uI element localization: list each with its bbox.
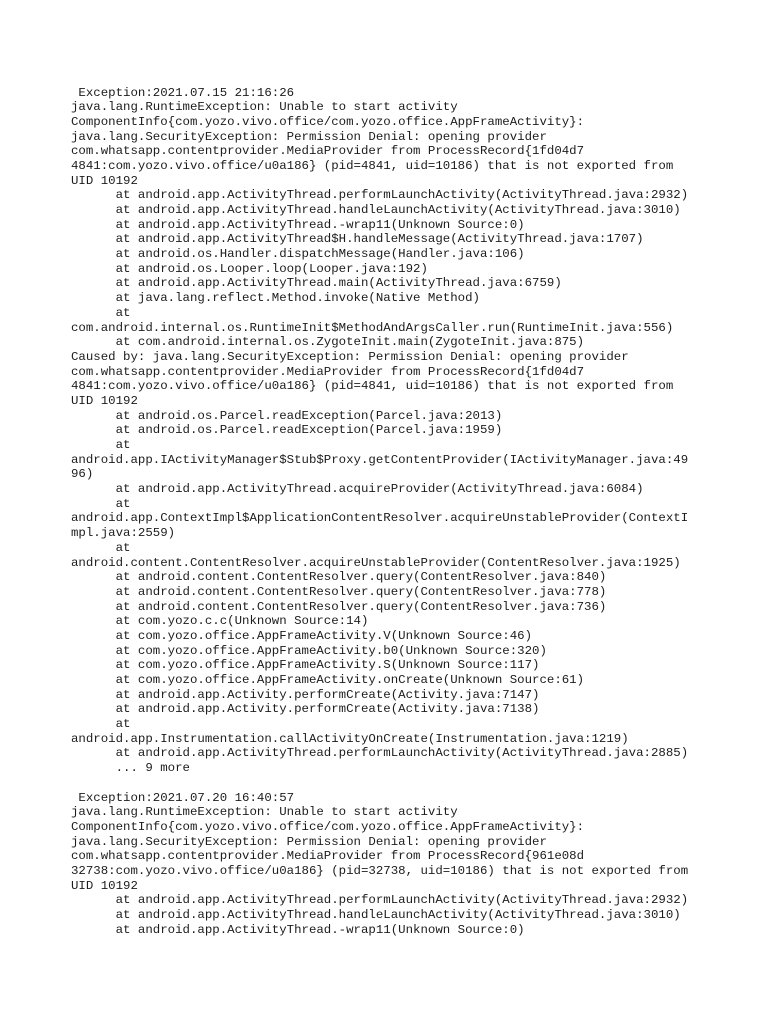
log-line: com.android.internal.os.RuntimeInit$MethodAndArgsCaller.run(RuntimeInit.java:556) [71,320,674,335]
log-line: at android.app.ActivityThread.performLaunchActivity(ActivityThread.java:2932) [71,188,689,203]
log-line: at com.yozo.office.AppFrameActivity.S(Unknown Source:117) [71,658,540,673]
log-line: at android.app.ActivityThread.-wrap11(Unknown Source:0) [71,922,525,937]
exception-header-line: Exception:2021.07.20 16:40:57 [71,790,295,805]
exception-block [71,86,761,776]
log-line: at android.content.ContentResolver.query(ContentResolver.java:840) [71,570,607,585]
log-line: android.app.IActivityManager$Stub$Proxy.getContentProvider(IActivityManager.java:49 [71,452,689,467]
log-line: at com.yozo.office.AppFrameActivity.b0(Unknown Source:320) [71,643,547,658]
log-line: UID 10192 [71,393,138,408]
log-line: com.whatsapp.contentprovider.MediaProvider from ProcessRecord{1fd04d7 [71,144,585,159]
log-line: android.app.ContextImpl$ApplicationContentResolver.acquireUnstableProvider(ContextI [71,511,689,526]
log-line: ComponentInfo{com.yozo.vivo.office/com.yozo.office.AppFrameActivity}: [71,114,585,129]
log-line: java.lang.RuntimeException: Unable to start activity [71,805,458,820]
log-line: at android.app.ActivityThread.main(ActivityThread.java:6759) [71,276,562,291]
log-line: com.whatsapp.contentprovider.MediaProvider from ProcessRecord{961e08d [71,849,585,864]
log-line: UID 10192 [71,173,138,188]
log-line: 4841:com.yozo.vivo.office/u0a186} (pid=4841, uid=10186) that is not exported from [71,379,674,394]
log-line: at android.content.ContentResolver.query(ContentResolver.java:736) [71,599,607,614]
log-line: at com.yozo.office.AppFrameActivity.onCreate(Unknown Source:61) [71,673,585,687]
log-line: Caused by: java.lang.SecurityException: Permission Denial: opening provider [71,349,629,364]
log-line: mpl.java:2559) [71,526,176,541]
log-line: android.content.ContentResolver.acquireUnstableProvider(ContentResolver.java:1925) [71,555,681,570]
log-line: at com.yozo.c.c(Unknown Source:14) [71,614,369,629]
log-line: at android.os.Looper.loop(Looper.java:192) [71,261,428,276]
log-line: 96) [71,467,94,482]
log-line: at android.app.ActivityThread.acquireProvider(ActivityThread.java:6084) [71,482,644,497]
log-line: at android.content.ContentResolver.query(ContentResolver.java:778) [71,584,607,599]
log-line: 4841:com.yozo.vivo.office/u0a186} (pid=4841, uid=10186) that is not exported from [71,158,674,173]
log-line: at android.app.ActivityThread.-wrap11(Unknown Source:0) [71,217,525,232]
log-line: at java.lang.reflect.Method.invoke(Native Method) [71,291,480,306]
log-line: at android.app.ActivityThread.handleLaunchActivity(ActivityThread.java:3010) [71,203,681,217]
log-line: at android.app.ActivityThread.performLaunchActivity(ActivityThread.java:2932) [71,893,689,908]
log-line: at android.os.Parcel.readException(Parcel.java:2013) [71,408,503,423]
log-line: at android.os.Parcel.readException(Parcel.java:1959) [71,423,503,438]
log-line: at [71,305,131,320]
log-line: android.app.Instrumentation.callActivityOnCreate(Instrumentation.java:1219) [71,731,629,746]
log-line: 32738:com.yozo.vivo.office/u0a186} (pid=32738, uid=10186) that is not exported from [71,863,689,878]
exception-header-line: Exception:2021.07.15 21:16:26 [71,85,295,100]
log-line: ComponentInfo{com.yozo.vivo.office/com.yozo.office.AppFrameActivity}: [71,819,585,834]
log-line: at android.app.ActivityThread.handleLaunchActivity(ActivityThread.java:3010) [71,908,681,922]
log-line: at android.app.Activity.performCreate(Activity.java:7138) [71,702,540,717]
log-line: at [71,717,131,732]
log-line: java.lang.RuntimeException: Unable to start activity [71,100,458,115]
log-line: at [71,438,131,452]
log-line: UID 10192 [71,878,138,893]
log-line: java.lang.SecurityException: Permission Denial: opening provider [71,834,547,849]
log-line: at com.android.internal.os.ZygoteInit.main(ZygoteInit.java:875) [71,335,585,350]
log-line: at android.app.Activity.performCreate(Activity.java:7147) [71,687,540,702]
log-line: at android.os.Handler.dispatchMessage(Handler.java:106) [71,247,525,262]
exception-log [71,86,761,953]
log-line: ... 9 more [71,761,190,776]
exception-block [71,791,761,938]
log-line: at [71,496,131,511]
log-line: at android.app.ActivityThread.performLaunchActivity(ActivityThread.java:2885) [71,746,689,761]
log-line: at [71,540,131,555]
log-line: com.whatsapp.contentprovider.MediaProvider from ProcessRecord{1fd04d7 [71,364,585,379]
log-line: at android.app.ActivityThread$H.handleMessage(ActivityThread.java:1707) [71,232,644,247]
log-line: at com.yozo.office.AppFrameActivity.V(Unknown Source:46) [71,628,533,643]
log-line: java.lang.SecurityException: Permission Denial: opening provider [71,129,547,144]
